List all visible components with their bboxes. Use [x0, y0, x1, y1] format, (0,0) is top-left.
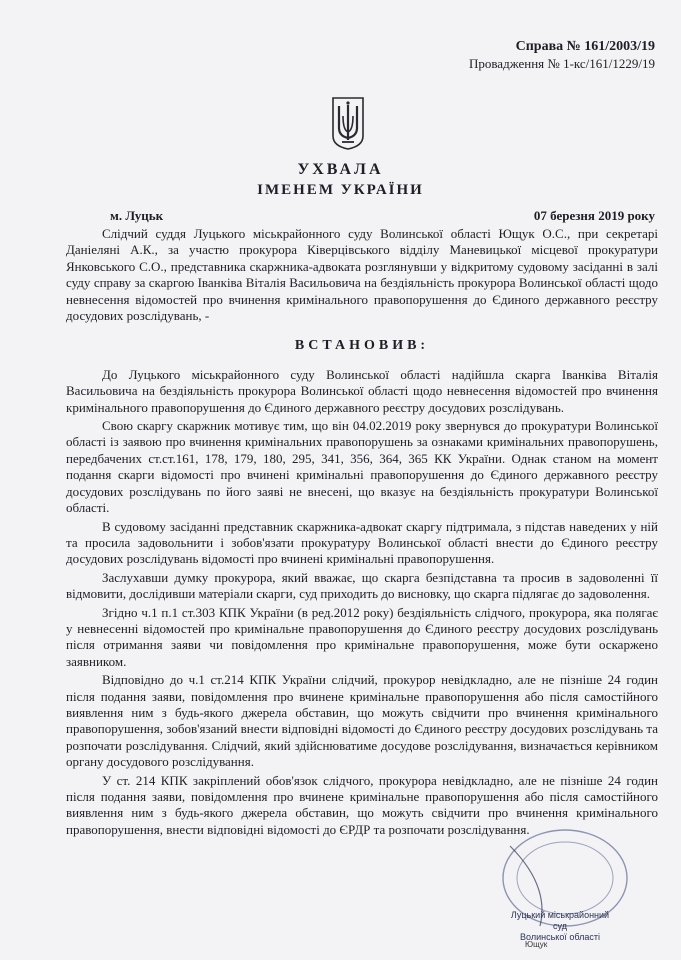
place: м. Луцьк — [110, 208, 164, 223]
section-heading: ВСТАНОВИВ: — [294, 338, 430, 354]
case-header — [469, 38, 655, 72]
paragraph: Заслухавши думку прокурора, який вважає, що скарга безпідставна та просив в задоволенні її відмовити, дослідивши матеріали скарги, суд приходить до висновку, що скарга підлягає до задоволення. — [66, 569, 658, 602]
paragraph: Згідно ч.1 п.1 ст.303 КПК України (в ред.2012 року) бездіяльність слідчого, прокурора, яка полягає у невнесенні відомостей про кримінальне правопорушення до Єдиного реєстру досудових розслідувань після отримання заяви чи повідомлення про кримінальне правопорушення, може бути оскаржено заявником. — [66, 604, 658, 669]
paragraph: До Луцького міськрайонного суду Волинської області надійшла скарга Іванківа Віталія Васильовича на бездіяльність прокурора Волинської області щодо невнесення відомостей про вчинення кримінального правопорушення до Єдиного державного реєстру досудових розслідувань. — [66, 366, 658, 415]
paragraph: В судовому засіданні представник скаржника-адвокат скаргу підтримала, з підстав наведених у ній та просила задовольнити і зобов'язати прокуратуру Волинської області внести до Єдиного реєстру досудових розслідувань відомості про вчинені кримінальні правопорушення. — [66, 518, 658, 567]
stamp-text: Луцький міськрайонний суд Волинської області — [510, 910, 610, 942]
document-body — [66, 226, 658, 840]
paragraph: У ст. 214 КПК закріплений обов'язок слідчого, прокурора невідкладно, але не пізніше 24 годин після подання заяви, повідомлення про вчинене кримінальне правопорушення або після самостійного виявлення ним з будь-якого джерела обставин, що можуть свідчити про вчинення кримінального правопорушення, внести відповідні відомості до ЄРДР та розпочати розслідування. — [66, 772, 658, 837]
date: 07 березня 2019 року — [533, 208, 655, 223]
intro-paragraph: Слідчий суддя Луцького міськрайонного суду Волинської області Ющук О.С., при секретарі Даніеляні А.К., за участю прокурора Ківерцівського відділу Маневицької місцевої прокуратури Янковського С.О., представника скаржника-адвоката розглянувши у відкритому судовому засіданні в залі суду справу за скаргою Іванківа Віталія Васильовича на бездіяльність прокурора Волинської області щодо невнесення відомостей про вчинення кримінального правопорушення до Єдиного державного реєстру досудових розслідувань, - — [66, 226, 658, 324]
proceeding-number: Провадження № 1-кс/161/1229/19 — [468, 56, 655, 71]
paragraph: Свою скаргу скаржник мотивує тим, що він 04.02.2019 року звернувся до прокуратури Волинської області із заявою про вчинення кримінальних правопорушень за ознаками кримінальних правопорушень, передбачених ст.ст.161, 178, 179, 180, 295, 341, 356, 364, 365 КК України. Однак станом на момент подання скарги відомості про вчинені кримінальні правопорушення до Єдиного державного реєстру досудових розслідувань по його заяві не внесені, що вказує на бездіяльність прокуратури Волинської області. — [66, 418, 658, 516]
paragraph: Відповідно до ч.1 ст.214 КПК України слідчий, прокурор невідкладно, але не пізніше 24 годин після подання заяви, повідомлення про вчинене кримінальне правопорушення або після самостійного виявлення ним з будь-якого джерела обставин, що можуть свідчити про вчинення кримінального правопорушення, зобов'язаний внести відповідні відомості до Єдиного реєстру досудових розслідувань та розпочати розслідування. Слідчий, який здійснюватиме досудове розслідування, визначається керівником органу досудового розслідування. — [66, 672, 658, 770]
footer-mark: Ющук — [525, 940, 548, 949]
case-number: Справа № 161/2003/19 — [515, 39, 655, 54]
document-title: УХВАЛА — [297, 161, 384, 178]
trident-icon — [330, 96, 366, 150]
document-subtitle: ІМЕНЕМ УКРАЇНИ — [257, 182, 424, 198]
